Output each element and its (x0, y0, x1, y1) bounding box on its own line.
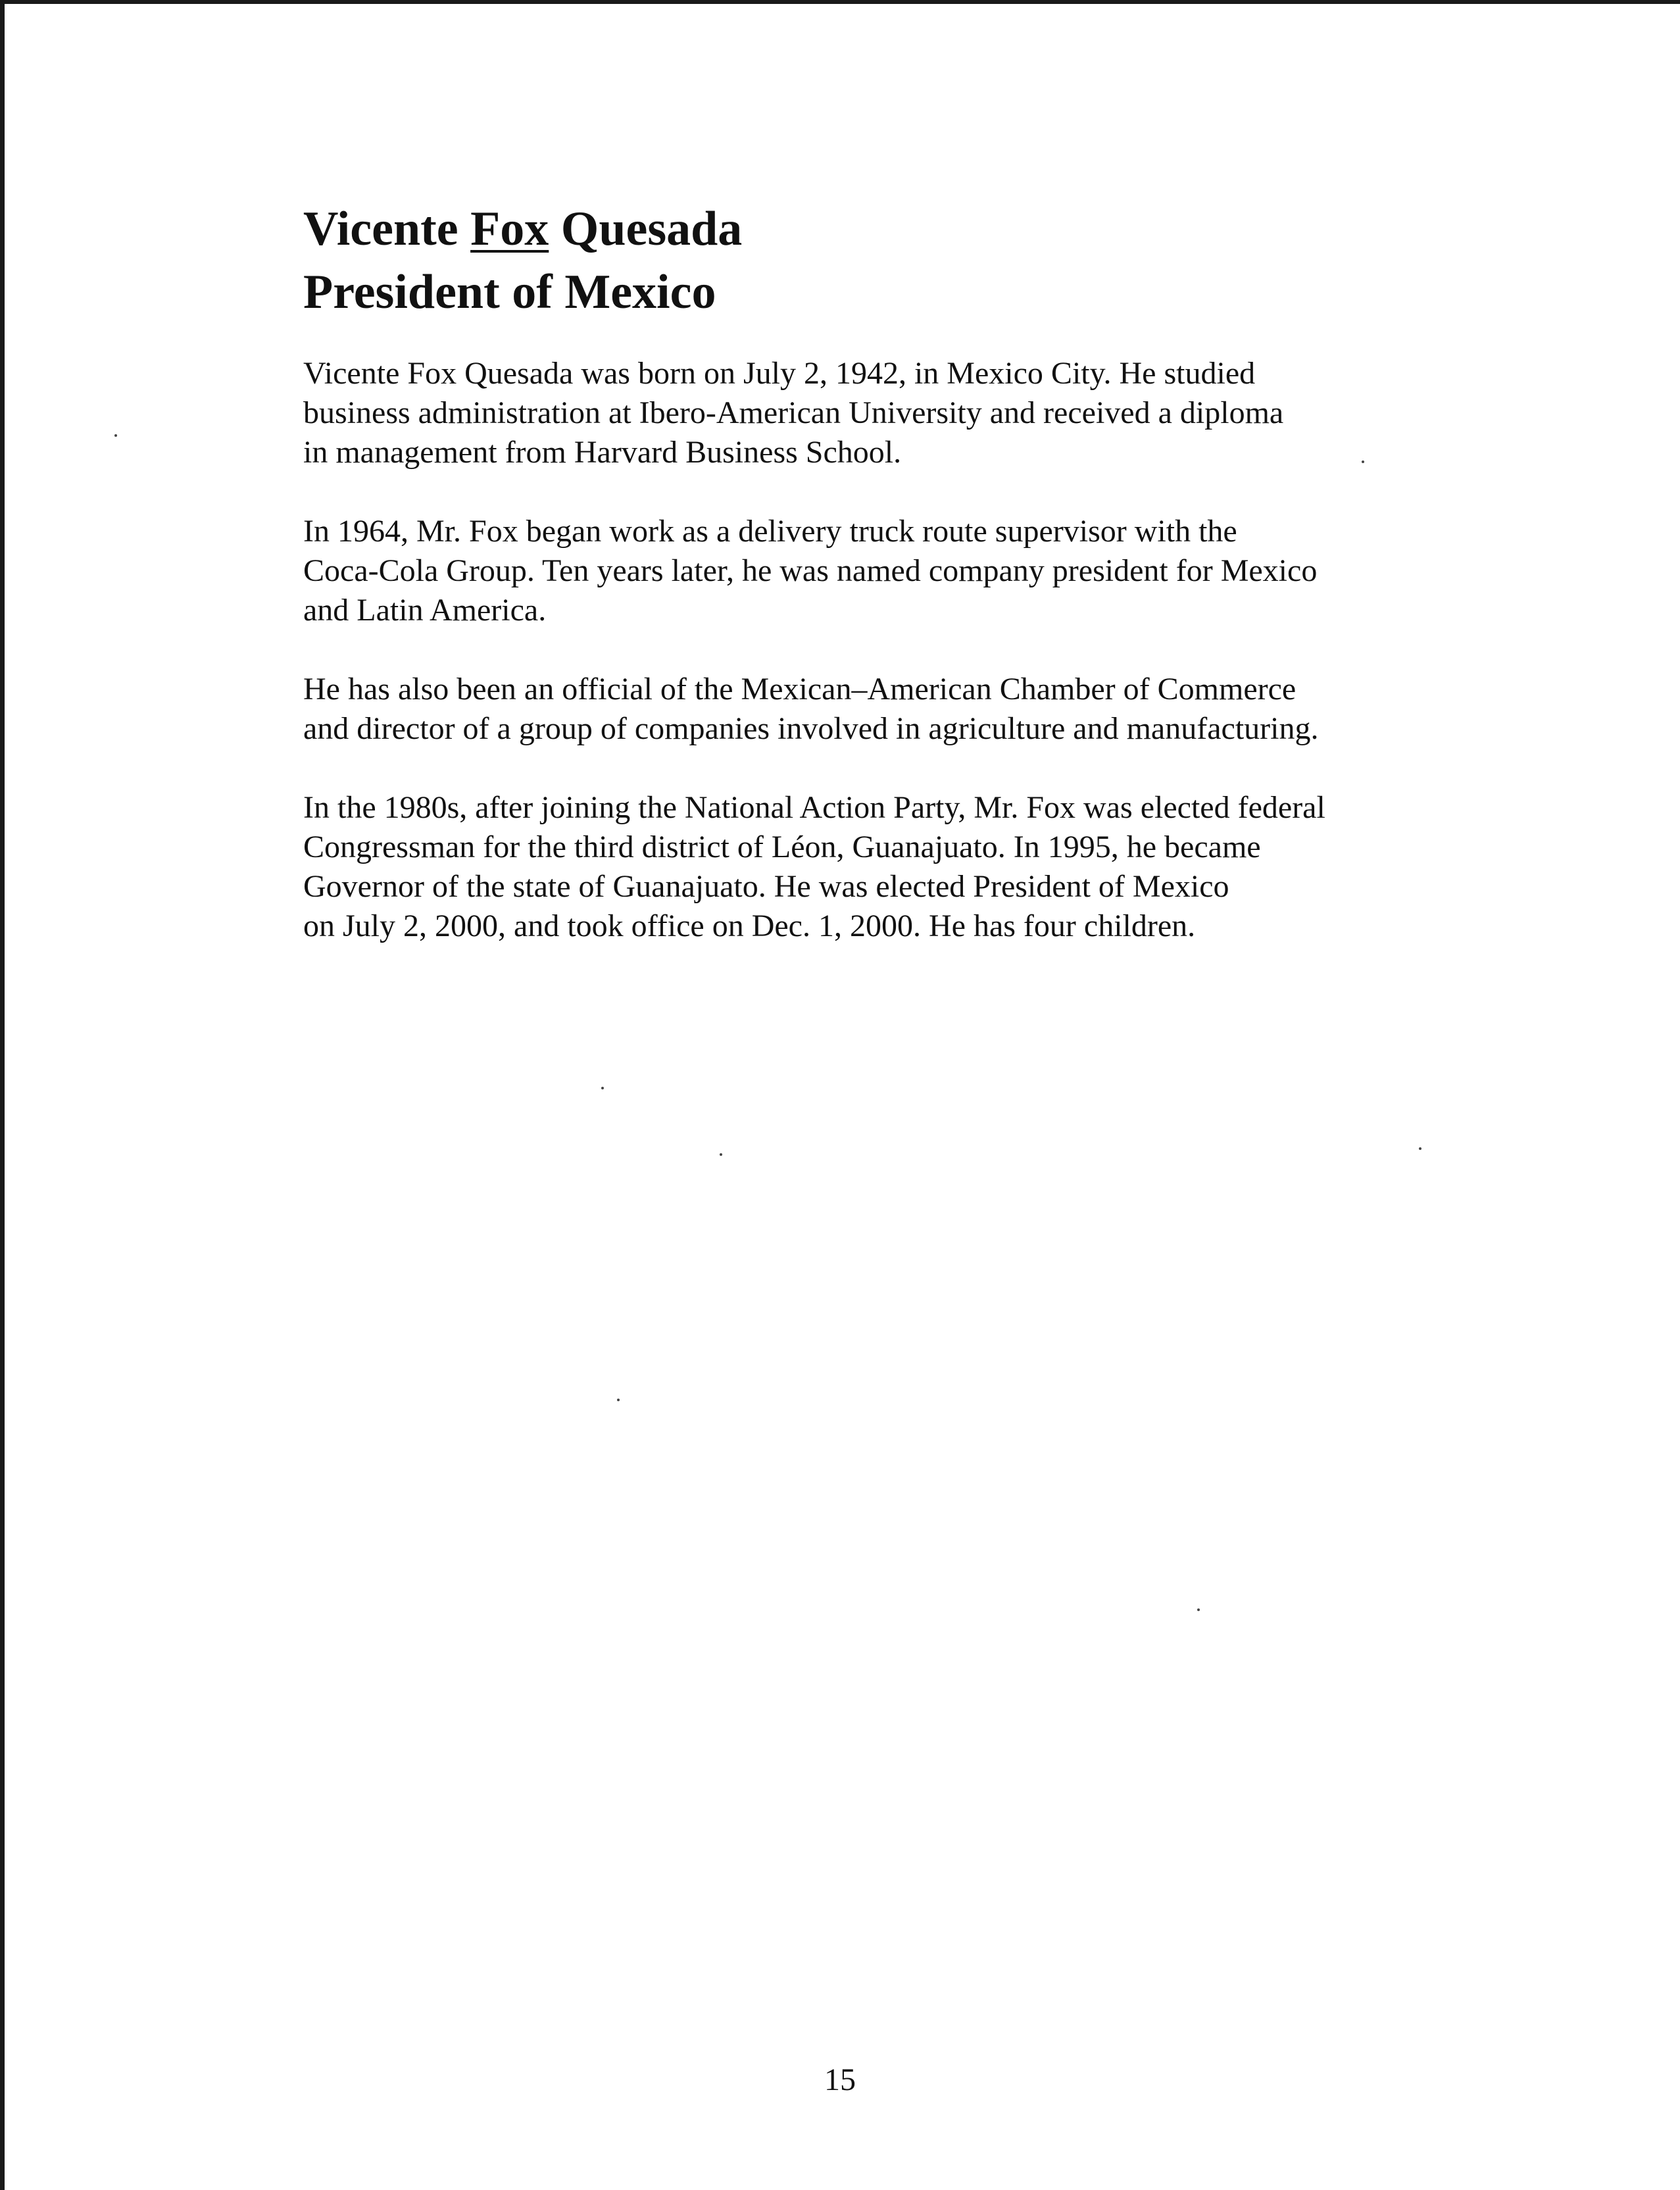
person-name (303, 197, 1487, 261)
text-line: business administration at Ibero-American University and received a diploma (303, 395, 1284, 430)
scan-speck (1419, 1147, 1421, 1150)
paragraph-2 (303, 512, 1487, 630)
paragraph-1 (303, 354, 1487, 472)
scan-edge-left (0, 0, 5, 2190)
text-line: Vicente Fox Quesada was born on July 2, 1942, in Mexico City. He studied (303, 356, 1256, 391)
text-line: in management from Harvard Business School. (303, 435, 902, 470)
name-first: Vicente (303, 202, 471, 256)
document-title (303, 197, 1487, 324)
scan-speck (114, 434, 117, 437)
name-middle-underlined: Fox (470, 202, 549, 256)
biography-body (303, 354, 1487, 985)
text-line: In 1964, Mr. Fox began work as a delivery truck route supervisor with the (303, 514, 1237, 549)
paragraph-4 (303, 788, 1487, 946)
paragraph-3 (303, 670, 1487, 749)
scan-speck (601, 1087, 604, 1089)
name-last: Quesada (549, 202, 743, 256)
scan-speck (1197, 1608, 1200, 1611)
text-line: Congressman for the third district of Léon, Guanajuato. In 1995, he became (303, 830, 1261, 864)
text-line: In the 1980s, after joining the National Action Party, Mr. Fox was elected federal (303, 790, 1325, 825)
scan-edge-top (0, 0, 1680, 4)
text-line: on July 2, 2000, and took office on Dec. 1, 2000. He has four children. (303, 908, 1196, 943)
text-line: Coca-Cola Group. Ten years later, he was named company president for Mexico (303, 553, 1318, 588)
text-line: Governor of the state of Guanajuato. He was elected President of Mexico (303, 869, 1229, 904)
page-number: 15 (824, 2062, 856, 2097)
text-line: He has also been an official of the Mexican–American Chamber of Commerce (303, 672, 1297, 707)
person-title: President of Mexico (303, 265, 716, 319)
text-line: and Latin America. (303, 593, 547, 628)
scan-speck (720, 1153, 722, 1156)
text-line: and director of a group of companies involved in agriculture and manufacturing. (303, 711, 1319, 746)
scan-speck (617, 1399, 620, 1401)
